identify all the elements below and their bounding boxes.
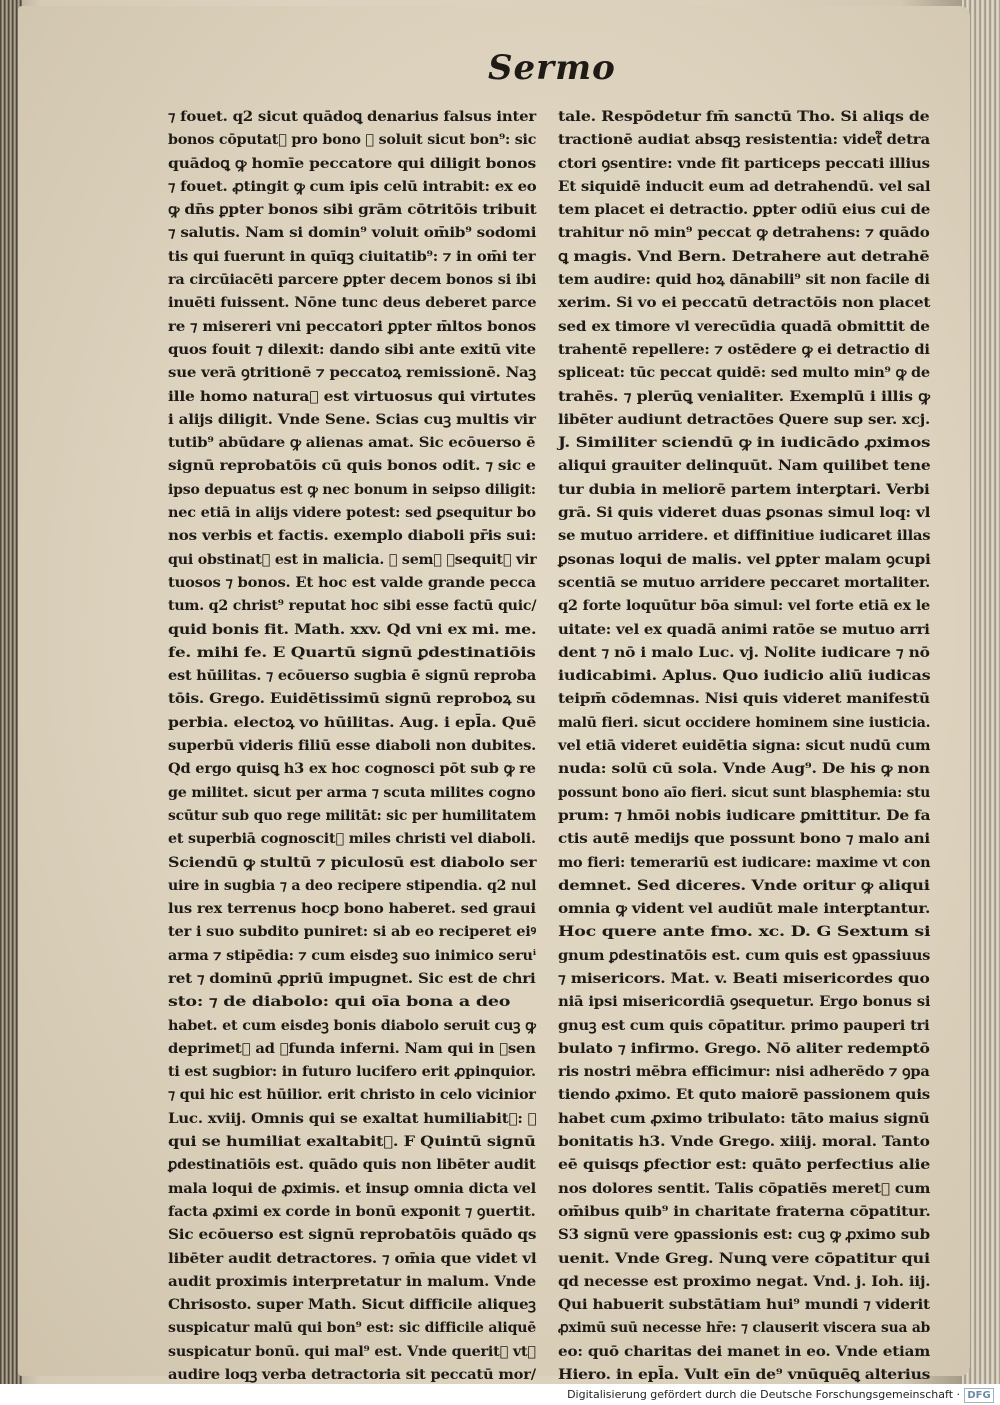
text-line: iudicabimi. Aplus. Quo iudicio aliū iudicas — [558, 668, 931, 685]
text-line: suspicatur bonū. qui mal⁹ est. Vnde querit᷑ vtꝝ — [168, 1343, 536, 1360]
text-line: fe. mihi fe. E Quartū signū ꝑdestinatiōis — [168, 644, 536, 661]
text-line: Chrisosto. super Math. Sicut difficile aliqueꝫ — [168, 1297, 536, 1314]
text-line: est hūilitas. ⁊ ecōuerso sugbia ē signū reproba — [168, 668, 537, 685]
text-line: dent ⁊ nō i malo Luc. vj. Nolite iudicare ⁊ nō — [558, 644, 930, 661]
dfg-logo: DFG — [964, 1388, 994, 1403]
text-line: arma ⁊ stipēdia: ⁊ cum eisdeꝫ suo inimico seruⁱ — [168, 947, 537, 964]
text-line: tum. q2 christ⁹ reputat hoc sibi esse factū quic/ — [168, 598, 537, 615]
text-line: Luc. xviij. Omnis qui se exaltat humiliabit᷑: ⁊ — [168, 1110, 537, 1127]
text-line: nos dolores sentit. Talis cōpatiēs meret᷑ cum — [558, 1180, 931, 1197]
text-line: ris nostri mēbra efficimur: nisi adherēdo ⁊ ꝯpa — [558, 1064, 930, 1081]
text-line: nuda: solū cū sola. Vnde Aug⁹. De his ꝙ non — [558, 761, 930, 778]
text-line: vel etiā videret euidētia signa: sicut nudū cum — [558, 738, 931, 755]
text-line: inuēti fuissent. Nōne tunc deus deberet parce — [168, 295, 537, 312]
text-line: ret ⁊ dominū ꝓpriū impugnet. Sic est de chri — [168, 970, 536, 987]
text-line: ille homo natura᷑ est virtuosus qui virtutes — [168, 388, 536, 405]
text-line: ⁊ qui hic est hūilior. erit christo in celo vicinior — [168, 1087, 536, 1104]
text-line: eē quisqs ꝑfectior est: quāto perfectius alie — [558, 1157, 931, 1174]
text-line: sed ex timore vl verecūdia quadā obmittit de — [558, 318, 930, 335]
text-line: habet cum ꝓximo tribulato: tāto maius signū — [558, 1110, 930, 1127]
text-line: xerim. Si vo ei peccatū detractōis non placet — [558, 295, 931, 312]
text-line: ⁊ misericors. Mat. v. Beati misericordes quo — [558, 970, 930, 987]
text-line: uenit. Vnde Greg. Nunꝗ vere cōpatitur qui — [558, 1250, 930, 1267]
text-line: i alijs diligit. Vnde Sene. Scias cuꝫ multis vir — [168, 411, 536, 428]
text-line: tem placet ei detractio. ꝑpter odiū eius cui de — [558, 202, 931, 219]
text-line: spliceat: tūc peccat quidē: sed multo min⁹ ꝙ de — [558, 365, 930, 382]
text-line: ꝑsonas loqui de malis. vel ꝑpter malam ꝯcupi — [558, 551, 931, 568]
text-line: ꝙ dn̄s ꝑpter bonos sibi grām cōtritōis tribuit — [168, 202, 537, 219]
text-line: quos fouit ⁊ dilexit: dando sibi ante exitū vite — [168, 341, 536, 358]
text-line: om̄ibus quib⁹ in charitate fraterna cōpatitur. — [558, 1203, 931, 1220]
text-line: qui se humiliat exaltabit᷑. F Quintū signū — [168, 1134, 536, 1151]
text-line: niā ipsi misericordiā ꝯsequetur. Ergo bonus si — [558, 994, 931, 1011]
text-line: aliqui grauiter delinquūt. Nam quilibet tene — [558, 458, 931, 475]
text-line: quādoꝗ ꝙ homīe peccatore qui diligit bonos — [168, 155, 536, 172]
text-line: nos verbis et factis. exemplo diaboli pr̄is sui: — [168, 528, 537, 545]
text-line: tutib⁹ abūdare ꝙ alienas amat. Sic ecōuerso ē — [168, 435, 536, 452]
text-line: deprimet᷑ ad ꝓfunda inferni. Nam qui in ꝑsen — [168, 1040, 536, 1057]
text-line: perbia. electoꝝ vo hūilitas. Aug. i epl̄a. Quē — [168, 714, 537, 731]
text-line: ⁊ fouet. ꝓtingit ꝙ cum ipis celū intrabit: ex eo — [168, 178, 537, 195]
text-line: Hiero. in epl̄a. Vult eīn de⁹ vnūquēꝗ alterius — [558, 1367, 931, 1384]
text-line: mala loqui de ꝓximis. et insuꝑ omnia dicta vel — [168, 1180, 537, 1197]
text-column-left — [168, 106, 538, 1387]
text-line: ipso depuatus est ꝙ nec bonum in seipso diligit: — [168, 481, 536, 498]
text-line: possunt bono aīo fieri. sicut sunt blasphemia: stu — [558, 784, 931, 801]
text-line: libēter audit detractores. ⁊ om̄ia que videt vl — [168, 1250, 537, 1267]
text-line: ctori ꝯsentire: vnde fit particeps peccati illius — [558, 155, 930, 172]
book-page — [18, 6, 970, 1384]
text-line: qui obstinat᷑ est in malicia. ⁊ semꝑ ꝑsequit᷑ vir — [168, 551, 537, 568]
text-line: eo: quō charitas dei manet in eo. Vnde etiam — [558, 1343, 931, 1360]
text-line: scūtur sub quo rege militāt: sic per humilitatem — [168, 807, 537, 824]
text-line: uitate: vel ex quadā animi ratōe se mutuo arri — [558, 621, 930, 638]
text-line: bonitatis h3. Vnde Grego. xiiij. moral. Tanto — [558, 1134, 930, 1151]
text-line: re ⁊ misereri vni peccatori ꝑpter m̄ltos bonos — [168, 318, 537, 335]
text-line: tōis. Grego. Euidētissimū signū reproboꝝ su — [168, 691, 536, 708]
text-line: bulato ⁊ infirmo. Grego. Nō aliter redemptō — [558, 1040, 930, 1057]
text-line: superbū videris filiū esse diaboli non dubites. — [168, 738, 537, 755]
text-line: ꝓximū suū necesse hr̄e: ⁊ clauserit viscera sua ab — [558, 1320, 931, 1337]
text-line: qd necesse est proximo negat. Vnd. j. Ioh. iij. — [558, 1273, 931, 1290]
text-line: omnia ꝙ vident vel audiūt male interꝑtantur. — [558, 901, 931, 918]
text-line: habet. et cum eisdeꝫ bonis diabolo seruit cuꝫ ꝙ — [168, 1017, 536, 1034]
text-line: ⁊ fouet. q2 sicut quādoꝗ denarius falsus inter — [168, 109, 537, 125]
text-line: audire loqꝫ verba detractoria sit peccatū mor/ — [168, 1367, 536, 1384]
text-line: tuosos ⁊ bonos. Et hoc est valde grande pecca — [168, 574, 536, 591]
text-line: grā. Si quis videret duas ꝑsonas simul loq: vl — [558, 505, 931, 522]
text-line: Qui habuerit substātiam hui⁹ mundi ⁊ viderit — [558, 1297, 930, 1314]
text-column-right — [558, 106, 938, 1387]
text-line: gnum ꝑdestinatōis est. cum quis est ꝯpassiuus — [558, 947, 931, 964]
text-line: uire in sugbia ⁊ a deo recipere stipendia. q2 nul — [168, 877, 537, 894]
text-line: gnuꝫ est cum quis cōpatitur. primo pauperi tri — [558, 1017, 930, 1034]
funding-credit: Digitalisierung gefördert durch die Deutsche Forschungsgemeinschaft · — [567, 1388, 960, 1401]
text-line: S3 signū vere ꝯpassionis est: cuꝫ ꝙ ꝓximo sub — [558, 1227, 930, 1244]
text-line: tur dubia in meliorē partem interꝑtari. Verbi — [558, 481, 930, 498]
text-line: Hoc quere ante fmo. xc. D. G Sextum si — [558, 924, 931, 941]
text-line: ꝑdestinatiōis est. quādo quis non libēter audit — [168, 1157, 536, 1174]
text-line: tem audire: quid hoꝝ dānabili⁹ sit non facile di — [558, 272, 930, 289]
text-line: ra circūiacēti parcere ꝑpter decem bonos si ibi — [168, 272, 537, 289]
text-line: ⁊ salutis. Nam si domin⁹ voluit om̄ib⁹ sodomi — [168, 225, 537, 242]
text-line: nec etiā in alijs videre potest: sed ꝑsequitur bo — [168, 505, 536, 522]
text-line: ge militet. sicut per arma ⁊ scuta milites cogno — [168, 784, 536, 801]
text-line: Qd ergo quisꝗ h3 ex hoc cognosci pōt sub ꝙ re — [168, 761, 536, 778]
text-line: trahēs. ⁊ plerūꝗ venialiter. Exemplū i illis ꝙ — [558, 388, 930, 405]
text-line: Et siquidē inducit eum ad detrahendū. vel sal — [558, 178, 931, 195]
text-line: Sic ecōuerso est signū reprobatōis quādo qs — [168, 1227, 537, 1244]
text-line: sue verā ꝯtritionē ⁊ peccatoꝝ remissionē. Naꝫ — [168, 365, 536, 382]
text-line: ti est sugbior: in futuro lucifero erit ꝓpinquior. — [168, 1064, 536, 1081]
text-line: q2 forte loquūtur bōa simul: vel forte etiā ex le — [558, 598, 931, 615]
text-line: tiendo ꝓximo. Et quto maiorē passionem quis — [558, 1087, 931, 1104]
text-line: demnet. Sed diceres. Vnde oritur ꝙ aliqui — [558, 877, 930, 894]
text-line: tis qui fuerunt in quīqꝫ ciuitatib⁹: ⁊ in om̄i ter — [168, 248, 536, 265]
text-line: facta ꝓximi ex corde in bonū exponit ⁊ ꝯuertit. — [168, 1203, 536, 1220]
text-line: trahitur nō min⁹ peccat ꝙ detrahens: ⁊ quādo — [558, 225, 930, 242]
text-line: sto: ⁊ de diabolo: qui oīa bona a deo — [168, 994, 511, 1011]
text-line: tractionē audiat absqꝫ resistentia: videt᷑ detra — [558, 132, 930, 149]
text-line: J. Similiter sciendū ꝙ in iudicādo ꝓximos — [558, 435, 931, 452]
text-line: trahentē repellere: ⁊ ostēdere ꝙ ei detractio di — [558, 341, 930, 358]
text-line: ctis autē medijs que possunt bono ⁊ malo ani — [558, 831, 930, 848]
text-line: mo fieri: temerariū est iudicare: maxime vt con — [558, 854, 931, 871]
text-line: tale. Respōdetur fm̄ sanctū Tho. Si aliqs de — [558, 109, 930, 125]
text-line: quid bonis fit. Math. xxv. Qd vni ex mi. me. — [168, 621, 537, 638]
text-line: ter i suo subdito puniret: si ab eo reciperet eiꝰ — [168, 924, 536, 941]
text-line: scentiā se mutuo arridere peccaret mortaliter. — [558, 574, 931, 591]
text-line: teipm̄ cōdemnas. Nisi quis videret manifestū — [558, 691, 930, 708]
text-line: se mutuo arridere. et diffinitiue iudicaret illas — [558, 528, 931, 545]
text-line: signū reprobatōis cū quis bonos odit. ⁊ sic e — [168, 458, 536, 475]
footer-bar — [0, 1384, 1000, 1405]
text-line: Sciendū ꝙ stultū ⁊ piculosū est diabolo ser — [168, 854, 537, 871]
text-line: ꝗ magis. Vnd Bern. Detrahere aut detrahē — [558, 248, 930, 265]
running-head: Sermo — [488, 48, 616, 88]
text-line: et superbiā cognoscit᷑ miles christi vel diaboli. — [168, 831, 536, 848]
text-line: prum: ⁊ hmōi nobis iudicare ꝑmittitur. De fa — [558, 807, 931, 824]
text-line: lus rex terrenus hocꝑ bono haberet. sed graui — [168, 901, 536, 918]
text-line: bonos cōputat᷑ pro bono ⁊ soluit sicut bon⁹: sic — [168, 132, 537, 149]
text-line: suspicatur malū qui bon⁹ est: sic difficile aliquē — [168, 1320, 537, 1337]
text-line: audit proximis interpretatur in malum. Vnde — [168, 1273, 537, 1290]
text-line: malū fieri. sicut occidere hominem sine iusticia. — [558, 714, 931, 731]
text-line: libēter audiunt detractōes Quere sup ser. xcj. — [558, 411, 930, 428]
